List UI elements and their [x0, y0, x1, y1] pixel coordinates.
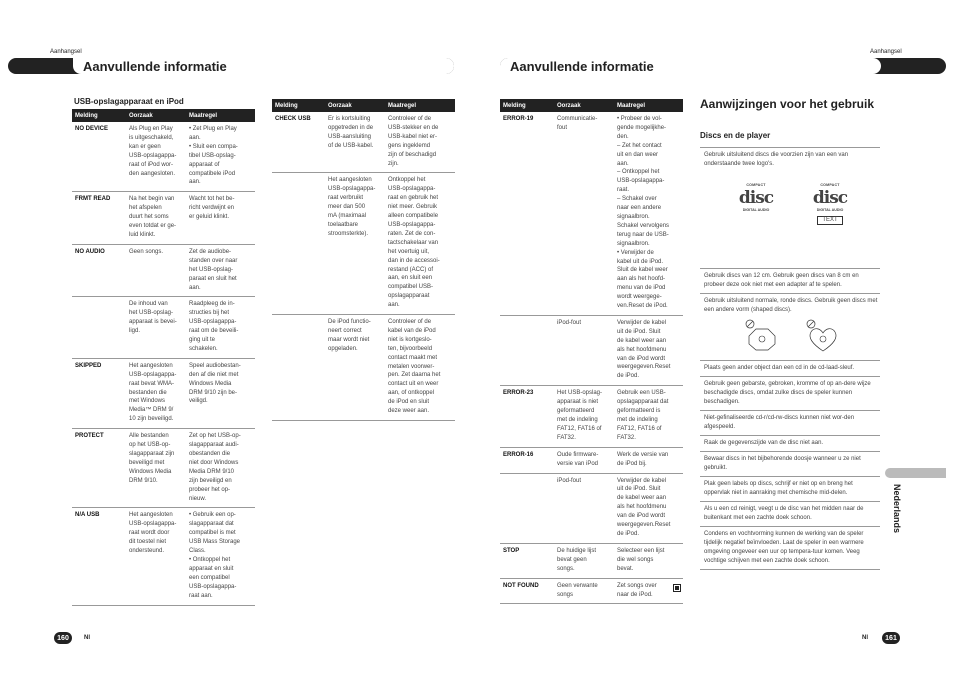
side-tab-marker: [885, 468, 946, 478]
col-header-melding: Melding: [72, 109, 126, 122]
side-tab: [886, 484, 906, 544]
cell-oorzaak: Als Plug en Play is uitgeschakeld, kan er geen USB-opslagappa- raat of iPod wor- den aangesloten.: [126, 122, 186, 192]
table-row: [500, 473, 683, 543]
table-row: [500, 447, 683, 473]
table-row: [272, 112, 455, 173]
usb-table-3: [500, 99, 683, 604]
table-row: [272, 173, 455, 315]
cell-maatregel: Ontkoppel het USB-opslagappa- raat en gebruik het niet meer. Gebruik alleen compatibele USB-opslagappa- raten. Zet de con- tactschakelaar van het voertuig uit, dan in de accessoi- restand (ACC) of aan, en sluit een compatibel USB- opslagapparaat aan.: [385, 173, 455, 315]
usb-table-2: [272, 99, 455, 421]
cell-maatregel: Speel audiobestan- den af die niet met Windows Media DRM 9/10 zijn be- veiligd.: [186, 358, 255, 428]
cell-oorzaak: Communicatie- fout: [554, 112, 614, 315]
cell-melding: N/A USB: [72, 508, 126, 605]
cell-maatregel: Verwijder de kabel uit de iPod. Sluit de kabel weer aan als het hoofdmenu van de iPod wordt weergegeven.Reset de iPod.: [614, 473, 683, 543]
guideline-item: [700, 147, 880, 268]
guideline-item: [700, 360, 880, 376]
cell-melding: PROTECT: [72, 429, 126, 508]
lang-code-right: Nl: [862, 635, 868, 641]
table-row: [72, 244, 255, 297]
cell-melding: STOP: [500, 543, 554, 578]
header-label-left: Aanhangsel: [50, 49, 82, 55]
cell-maatregel: Raadpleeg de in- structies bij het USB-opslagappa- raat om de beveili- ging uit te schakelen.: [186, 297, 255, 358]
cell-oorzaak: iPod-fout: [554, 315, 614, 385]
cell-melding: [272, 315, 325, 421]
cell-melding: ERROR-19: [500, 112, 554, 315]
table-row: [500, 315, 683, 385]
cell-oorzaak: iPod-fout: [554, 473, 614, 543]
guidelines-subtitle: Discs en de player: [700, 131, 771, 140]
cell-melding: ERROR-16: [500, 447, 554, 473]
cell-melding: [72, 297, 126, 358]
guidelines-title: Aanwijzingen voor het gebruik: [700, 97, 875, 111]
cell-maatregel: Zet songs over naar de iPod.: [614, 578, 683, 604]
disc-logos: [704, 169, 878, 265]
cell-maatregel: Zet op het USB-op- slagapparaat audi- obestanden die niet door Windows Media DRM 9/10 zijn beveiligd en probeer het op- nieuw.: [186, 429, 255, 508]
logo-extra-text: TEXT: [817, 216, 842, 225]
table-row: [72, 122, 255, 192]
guideline-item: [700, 476, 880, 501]
cell-melding: ERROR-23: [500, 386, 554, 447]
side-tab-label: Nederlands: [892, 484, 902, 534]
table-row: [272, 315, 455, 421]
cell-oorzaak: De iPod functio- neert correct maar wordt niet opgeladen.: [325, 315, 385, 421]
guideline-text: Als u een cd reinigt, veegt u de disc van het midden naar de buitenkant met een zachte doek schoon.: [704, 506, 864, 521]
col-header-maatregel: Maatregel: [186, 109, 255, 122]
guideline-item: [700, 268, 880, 293]
cell-oorzaak: Oude firmware- versie van iPod: [554, 447, 614, 473]
usb-subtitle: USB-opslagapparaat en iPod: [74, 97, 184, 106]
prohibited-heart-disc-icon: [805, 319, 841, 353]
table-row: [500, 578, 683, 604]
cell-maatregel: Selecteer een lijst die wel songs bevat.: [614, 543, 683, 578]
cell-melding: NO DEVICE: [72, 122, 126, 192]
cell-oorzaak: De huidige lijst bevat geen songs.: [554, 543, 614, 578]
cell-maatregel: Wacht tot het be- richt verdwijnt en er geluid klinkt.: [186, 192, 255, 245]
cell-maatregel: • Gebruik een op- slagapparaat dat compatibel is met USB Mass Storage Class. • Ontkoppel het apparaat en sluit een compatibel USB-opslagappa- raat aan.: [186, 508, 255, 605]
cell-maatregel: Verwijder de kabel uit de iPod. Sluit de kabel weer aan als het hoofdmenu van de iPod wordt weergegeven.Reset de iPod.: [614, 315, 683, 385]
cell-oorzaak: Het USB-opslag- apparaat is niet geformatteerd met de indeling FAT12, FAT16 of FAT32.: [554, 386, 614, 447]
cell-oorzaak: De inhoud van het USB-opslag- apparaat is bevei- ligd.: [126, 297, 186, 358]
cell-oorzaak: Het aangesloten USB-opslagappa- raat verbruikt meer dan 500 mA (maximaal toelaatbare stroomsterkte).: [325, 173, 385, 315]
guideline-text: Gebruik discs van 12 cm. Gebruik geen discs van 8 cm en probeer deze ook niet met een adapter af te spelen.: [704, 273, 859, 288]
guideline-text: Plak geen labels op discs, schrijf er niet op en breng het oppervlak niet in aanraking met chemische mid-delen.: [704, 481, 853, 496]
guideline-text: Condens en vochtvorming kunnen de werking van de speler tijdelijk negatief beïnvloeden. Laat de speler in een warmere omgeving ongeveer een uur op tempera-tuur komen. Veeg vochtige schijven met een zachte doek schoon.: [704, 531, 864, 564]
guideline-item: [700, 435, 880, 451]
guideline-item: [700, 501, 880, 526]
section-title-right: Aanvullende informatie: [500, 58, 881, 74]
table-row: [72, 358, 255, 428]
guideline-item: [700, 451, 880, 476]
col-header-oorzaak: Oorzaak: [554, 99, 614, 112]
cell-melding: [500, 473, 554, 543]
cell-melding: [500, 315, 554, 385]
guideline-text: Niet-gefinaliseerde cd-r/cd-rw-discs kunnen niet wor-den afgespeeld.: [704, 415, 855, 430]
table-row: [72, 508, 255, 605]
cell-maatregel: Werk de versie van de iPod bij.: [614, 447, 683, 473]
lang-code-left: Nl: [84, 635, 90, 641]
cell-oorzaak: Geen songs.: [126, 244, 186, 297]
cell-oorzaak: Na het begin van het afspelen duurt het soms even totdat er ge- luid klinkt.: [126, 192, 186, 245]
col-header-maatregel: Maatregel: [614, 99, 683, 112]
cell-maatregel: Controleer of de USB-stekker en de USB-kabel niet er- gens ingeklemd zijn of beschadigd zijn.: [385, 112, 455, 173]
logo-bottom-text: DIGITAL AUDIO: [816, 208, 844, 212]
prohibited-octagon-disc-icon: [744, 319, 780, 353]
logo-top-text: COMPACT: [820, 183, 840, 187]
col-header-oorzaak: Oorzaak: [325, 99, 385, 112]
cell-maatregel: • Zet Plug en Play aan. • Sluit een compa- tibel USB-opslag- apparaat of compatibele iPod aan.: [186, 122, 255, 192]
guideline-item: [700, 293, 880, 360]
shaped-disc-illustrations: [704, 315, 878, 357]
guideline-text: Bewaar discs in het bijbehorende doosje wanneer u ze niet gebruikt.: [704, 456, 861, 471]
col-header-maatregel: Maatregel: [385, 99, 455, 112]
cell-melding: NOT FOUND: [500, 578, 554, 604]
guideline-item: [700, 376, 880, 410]
cell-oorzaak: Er is kortsluiting opgetreden in de USB-aansluiting of de USB-kabel.: [325, 112, 385, 173]
page-number-left: 160: [54, 632, 72, 644]
cell-melding: FRMT READ: [72, 192, 126, 245]
cell-melding: NO AUDIO: [72, 244, 126, 297]
table-row: [72, 192, 255, 245]
cell-maatregel: • Probeer de vol- gende mogelijkhe- den. – Zet het contact uit en dan weer aan. – Ontkoppel het USB-opslagappa- raat. – Schakel over naar een andere signaalbron. Schakel vervolgens terug naar de USB- signaalbron. • Verwijder de kabel uit de iPod. Sluit de kabel weer aan als het hoofd- menu van de iPod wordt weergege- ven.Reset de iPod.: [614, 112, 683, 315]
logo-word: disc: [812, 188, 848, 208]
cell-maatregel: Controleer of de kabel van de iPod niet is kortgeslo- ten, bijvoorbeeld contact maakt met metalen voorwer- pen. Zet daarna het contact uit en weer aan, of ontkoppel de iPod en sluit deze weer aan.: [385, 315, 455, 421]
page-number-right: 161: [882, 632, 900, 644]
header-label-right: Aanhangsel: [870, 49, 902, 55]
cell-maatregel: Gebruik een USB- opslagapparaat dat geformatteerd is met de indeling FAT12, FAT16 of FAT32.: [614, 386, 683, 447]
compact-disc-text-logo: [808, 181, 852, 225]
logo-top-text: COMPACT: [746, 183, 766, 187]
guideline-text: Plaats geen ander object dan een cd in de cd-laad-sleuf.: [704, 365, 855, 371]
cell-melding: [272, 173, 325, 315]
table-row: [72, 429, 255, 508]
guideline-text: Gebruik uitsluitend discs die voorzien zijn van een van onderstaande twee logo's.: [704, 152, 849, 167]
col-header-melding: Melding: [500, 99, 554, 112]
end-mark-icon: [673, 584, 681, 592]
col-header-melding: Melding: [272, 99, 325, 112]
table-row: [500, 112, 683, 315]
cell-oorzaak: Het aangesloten USB-opslagappa- raat wordt door dit toestel niet ondersteund.: [126, 508, 186, 605]
guidelines-list: [700, 147, 880, 570]
usb-table-1: [72, 109, 255, 606]
guideline-text: Raak de gegevenszijde van de disc niet aan.: [704, 440, 824, 446]
section-title-left: Aanvullende informatie: [73, 58, 454, 74]
cell-maatregel: Zet de audiobe- standen over naar het USB-opslag- paraat en sluit het aan.: [186, 244, 255, 297]
guideline-item: [700, 526, 880, 570]
cell-oorzaak: Geen verwante songs: [554, 578, 614, 604]
logo-word: disc: [738, 188, 774, 208]
col-header-oorzaak: Oorzaak: [126, 109, 186, 122]
cell-oorzaak: Het aangesloten USB-opslagappa- raat bevat WMA- bestanden die met Windows Media™ DRM 9/ 10 zijn beveiligd.: [126, 358, 186, 428]
compact-disc-logo: [734, 181, 778, 225]
guideline-item: [700, 410, 880, 435]
table-row: [500, 386, 683, 447]
logo-bottom-text: DIGITAL AUDIO: [742, 208, 770, 212]
guideline-text: Gebruik uitsluitend normale, ronde discs. Gebruik geen discs met een andere vorm (shaped discs).: [704, 298, 878, 313]
table-row: [72, 297, 255, 358]
cell-oorzaak: Alle bestanden op het USB-op- slagapparaat zijn beveiligd met Windows Media DRM 9/10.: [126, 429, 186, 508]
table-row: [500, 543, 683, 578]
guideline-text: Gebruik geen gebarste, gebroken, kromme of op an-dere wijze beschadigde discs, omdat zulke discs de speler kunnen beschadigen.: [704, 381, 871, 405]
cell-melding: SKIPPED: [72, 358, 126, 428]
cell-melding: CHECK USB: [272, 112, 325, 173]
